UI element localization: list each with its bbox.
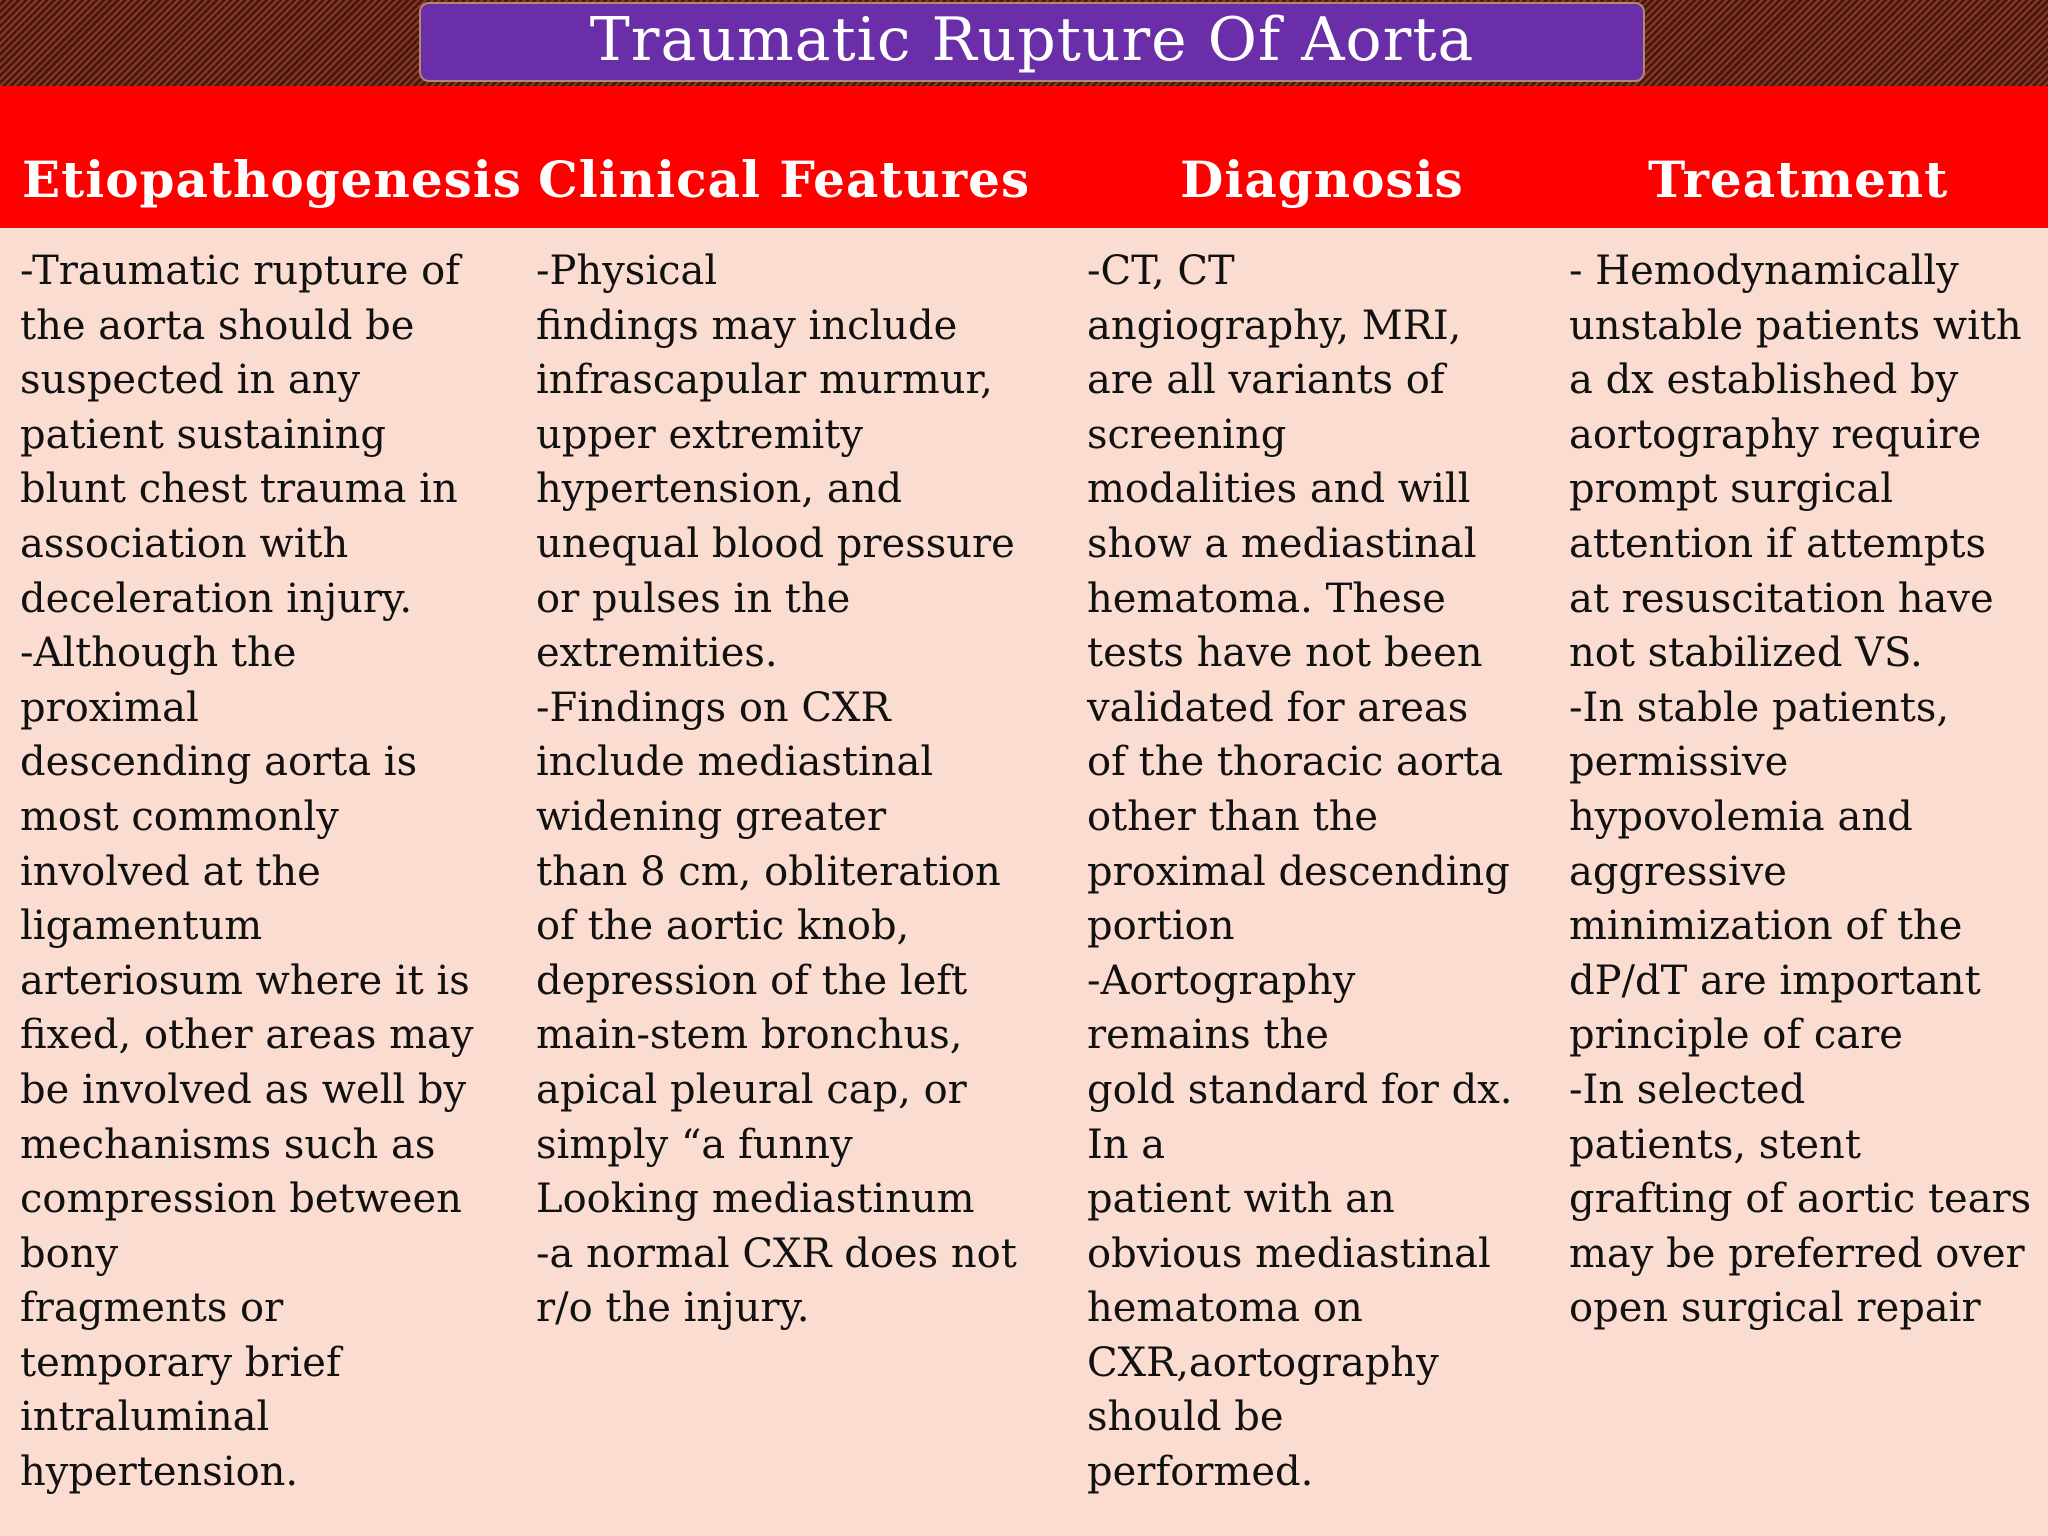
text-line: -Findings on CXR: [536, 684, 891, 731]
header-clinical-features: Clinical Features: [538, 150, 1031, 209]
header-etiopathogenesis: Etiopathogenesis: [22, 150, 522, 209]
text-line: validated for areas: [1087, 684, 1469, 731]
text-line: extremities.: [536, 630, 778, 677]
text-line: -Traumatic rupture of: [20, 248, 460, 294]
text-line: -Physical: [536, 248, 718, 294]
text-line: unequal blood pressure: [536, 520, 1015, 567]
text-line: temporary brief: [20, 1339, 341, 1386]
text-line: of the aortic knob,: [536, 903, 910, 950]
text-line: main-stem bronchus,: [536, 1012, 963, 1059]
text-line: hypertension.: [20, 1449, 299, 1496]
text-line: open surgical repair: [1569, 1285, 1981, 1332]
slide-title-box: [419, 2, 1645, 82]
text-line: gold standard for dx.: [1087, 1066, 1513, 1113]
column-etiopathogenesis: [20, 244, 473, 1500]
text-line: -Aortography: [1087, 957, 1356, 1004]
text-line: blunt chest trauma in: [20, 466, 458, 513]
text-line: deceleration injury.: [20, 575, 413, 622]
text-line: findings may include: [536, 302, 958, 349]
header-diagnosis: Diagnosis: [1180, 150, 1464, 209]
text-line: portion: [1087, 903, 1235, 950]
text-line: aortography require: [1569, 411, 1982, 458]
text-line: patients, stent: [1569, 1121, 1861, 1168]
text-line: fixed, other areas may: [20, 1012, 474, 1059]
text-line: -In stable patients,: [1569, 684, 1950, 731]
text-line: attention if attempts: [1569, 520, 1986, 567]
header-treatment: Treatment: [1648, 150, 1949, 209]
column-clinical-features: [536, 244, 1017, 1336]
text-line: most commonly: [20, 793, 339, 840]
text-line: involved at the: [20, 848, 321, 895]
text-line: -Although the: [20, 630, 297, 677]
text-line: arteriosum where it is: [20, 957, 470, 1004]
text-line: not stabilized VS.: [1569, 630, 1923, 677]
text-line: minimization of the: [1569, 903, 1963, 950]
text-line: fragments or: [20, 1285, 284, 1332]
text-line: than 8 cm, obliteration: [536, 848, 1001, 895]
text-line: dP/dT are important: [1569, 957, 1981, 1004]
text-line: grafting of aortic tears: [1569, 1176, 2032, 1223]
text-line: simply “a funny: [536, 1121, 853, 1168]
text-line: should be: [1087, 1394, 1284, 1441]
text-line: infrascapular murmur,: [536, 357, 993, 404]
text-line: obvious mediastinal: [1087, 1230, 1491, 1277]
column-treatment: [1569, 244, 2031, 1336]
text-line: prompt surgical: [1569, 466, 1893, 513]
text-line: intraluminal: [20, 1394, 270, 1441]
text-line: hematoma on: [1087, 1285, 1363, 1332]
text-line: ligamentum: [20, 903, 263, 950]
text-line: descending aorta is: [20, 739, 418, 786]
text-line: unstable patients with: [1569, 302, 2022, 349]
text-line: a dx established by: [1569, 357, 1959, 404]
text-line: performed.: [1087, 1449, 1314, 1496]
text-line: apical pleural cap, or: [536, 1066, 967, 1113]
text-line: patient with an: [1087, 1176, 1395, 1223]
text-line: suspected in any: [20, 357, 361, 404]
text-line: may be preferred over: [1569, 1230, 2025, 1277]
text-line: proximal: [20, 684, 199, 731]
text-line: CXR,aortography: [1087, 1339, 1439, 1386]
text-line: of the thoracic aorta: [1087, 739, 1503, 786]
text-line: include mediastinal: [536, 739, 934, 786]
text-line: are all variants of: [1087, 357, 1445, 404]
text-line: widening greater: [536, 793, 887, 840]
text-line: upper extremity: [536, 411, 863, 458]
text-line: proximal descending: [1087, 848, 1510, 895]
text-line: hematoma. These: [1087, 575, 1446, 622]
text-line: the aorta should be: [20, 302, 415, 349]
text-line: -a normal CXR does not: [536, 1230, 1017, 1277]
text-line: tests have not been: [1087, 630, 1483, 677]
column-diagnosis: [1087, 244, 1513, 1500]
text-line: r/o the injury.: [536, 1285, 810, 1332]
text-line: association with: [20, 520, 349, 567]
text-line: mechanisms such as: [20, 1121, 436, 1168]
text-line: hypertension, and: [536, 466, 903, 513]
text-line: Looking mediastinum: [536, 1176, 975, 1223]
text-line: compression between: [20, 1176, 462, 1223]
text-line: principle of care: [1569, 1012, 1903, 1059]
text-line: other than the: [1087, 793, 1379, 840]
text-line: show a mediastinal: [1087, 520, 1477, 567]
slide-title: Traumatic Rupture Of Aorta: [589, 5, 1475, 75]
text-line: be involved as well by: [20, 1066, 467, 1113]
text-line: depression of the left: [536, 957, 968, 1004]
text-line: permissive: [1569, 739, 1789, 786]
text-line: - Hemodynamically: [1569, 248, 1959, 294]
text-line: at resuscitation have: [1569, 575, 1994, 622]
text-line: patient sustaining: [20, 411, 386, 458]
text-line: -In selected: [1569, 1066, 1806, 1113]
text-line: In a: [1087, 1121, 1166, 1168]
text-line: angiography, MRI,: [1087, 302, 1462, 349]
text-line: screening: [1087, 411, 1287, 458]
text-line: modalities and will: [1087, 466, 1471, 513]
text-line: hypovolemia and: [1569, 793, 1913, 840]
text-line: aggressive: [1569, 848, 1787, 895]
text-line: remains the: [1087, 1012, 1329, 1059]
text-line: bony: [20, 1230, 119, 1277]
text-line: or pulses in the: [536, 575, 851, 622]
text-line: -CT, CT: [1087, 248, 1235, 294]
